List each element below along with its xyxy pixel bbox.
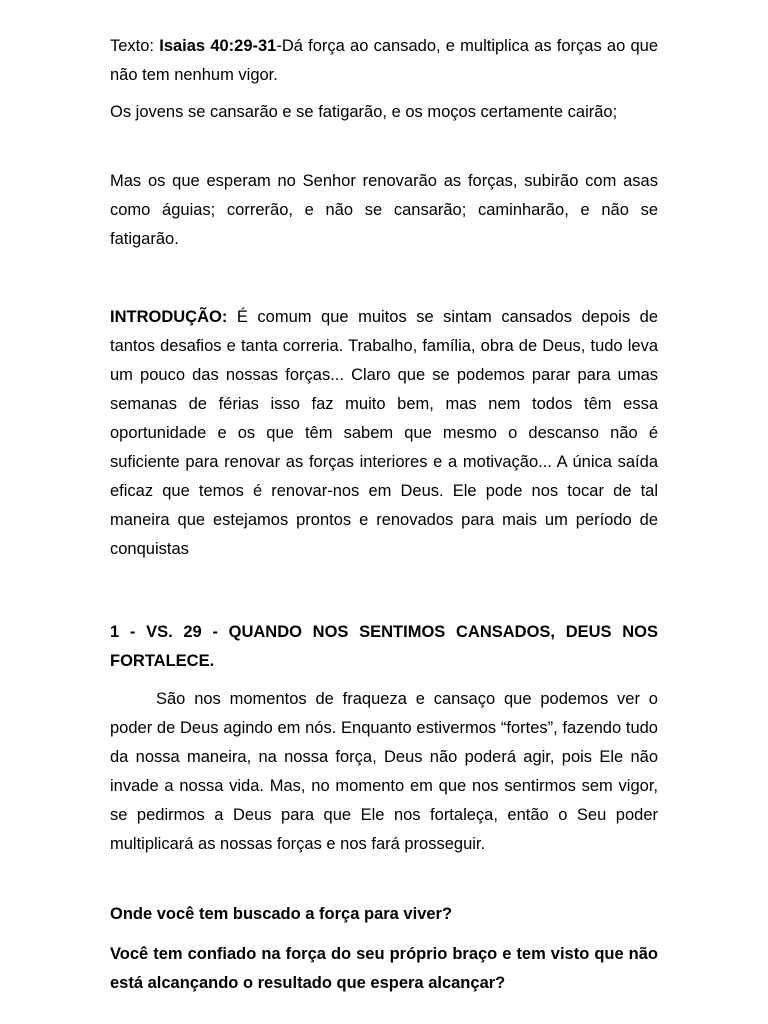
introduction-paragraph — [110, 303, 658, 564]
section-1-heading: 1 - VS. 29 - QUANDO NOS SENTIMOS CANSADOS, DEUS NOS FORTALECE. — [110, 623, 658, 670]
section-1-paragraph: São nos momentos de fraqueza e cansaço que podemos ver o poder de Deus agindo em nós. Enquanto estivermos “fortes”, fazendo tudo da nossa maneira, na nossa força, Deus não poderá agir, pois Ele não invade a nossa vida. Mas, no momento em que nos sentirmos sem vigor, se pedirmos a Deus para que Ele nos fortaleça, então o Seu poder multiplicará as nossas forças e nos fará prosseguir. — [110, 690, 658, 853]
scripture-reference: Isaias 40:29-31 — [159, 37, 277, 55]
verse-30-paragraph: Os jovens se cansarão e se fatigarão, e os moços certamente cairão; — [110, 103, 618, 121]
texto-label: Texto: — [110, 37, 160, 55]
verse-31-paragraph: Mas os que esperam no Senhor renovarão as forças, subirão com asas como águias; correrão, e não se cansarão; caminharão, e não se fatigarão. — [110, 172, 658, 248]
verse-29-text: -Dá força ao cansado, e multiplica as forças ao que não tem nenhum vigor. — [110, 37, 658, 84]
texto-paragraph — [110, 32, 658, 90]
introduction-body: É comum que muitos se sintam cansados depois de tantos desafios e tanta correria. Trabalho, família, obra de Deus, tudo leva um pouco das nossas forças... Claro que se podemos parar para umas semanas de férias isso faz muito bem, mas nem todos têm essa oportunidade e os que têm sabem que mesmo o descanso não é suficiente para renovar as forças interiores e a motivação... A única saída eficaz que temos é renovar-nos em Deus. Ele pode nos tocar de tal maneira que estejamos prontos e renovados para mais um período de conquistas — [110, 308, 658, 558]
question-1: Onde você tem buscado a força para viver? — [110, 905, 453, 923]
question-2: Você tem confiado na força do seu próprio braço e tem visto que não está alcançando o resultado que espera alcançar? — [110, 945, 658, 992]
introduction-label: INTRODUÇÃO: — [110, 308, 228, 326]
